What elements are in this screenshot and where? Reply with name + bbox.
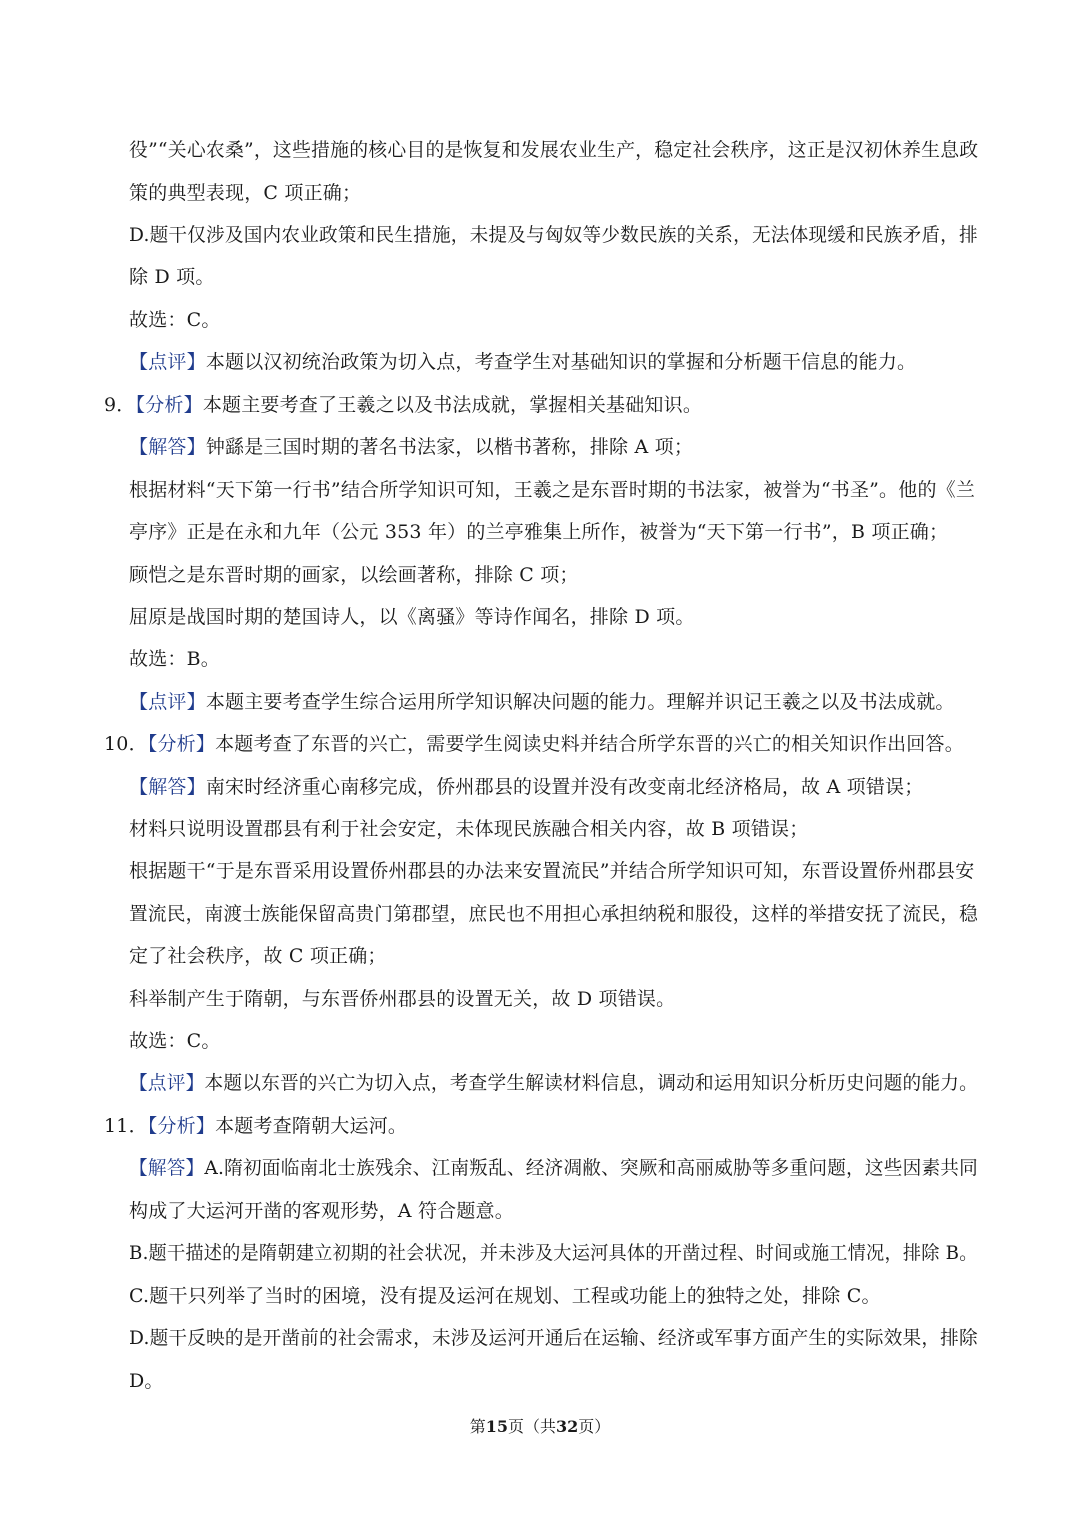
question-9-analysis: 9．【分析】本题主要考查了王羲之以及书法成就，掌握相关基础知识。: [104, 394, 703, 416]
text-line: 顾恺之是东晋时期的画家，以绘画著称，排除 C 项；: [129, 564, 579, 586]
solution-tag: 【解答】: [129, 1157, 205, 1179]
analysis-tag: 【分析】: [147, 733, 216, 755]
comment-line: 【点评】本题主要考查学生综合运用所学知识解决问题的能力。理解并识记王羲之以及书法成就。: [129, 691, 955, 713]
answer-line: 故选：B。: [129, 648, 220, 670]
text-line: 役”“关心农桑”，这些措施的核心目的是恢复和发展农业生产，稳定社会秩序，这正是汉初休养生息政: [129, 139, 979, 161]
question-number: 11．: [104, 1115, 148, 1137]
text-line: D.题干仅涉及国内农业政策和民生措施，未提及与匈奴等少数民族的关系，无法体现缓和民族矛盾，排: [129, 224, 978, 246]
question-number: 9．: [104, 394, 136, 416]
text-line: 亭序》正是在永和九年（公元 353 年）的兰亭雅集上所作，被誉为“天下第一行书”，B 项正确；: [129, 521, 949, 543]
question-10-analysis: 10．【分析】本题考查了东晋的兴亡，需要学生阅读史料并结合所学东晋的兴亡的相关知识作出回答。: [104, 733, 964, 755]
text-line: 置流民，南渡士族能保留高贵门第郡望，庶民也不用担心承担纳税和服役，这样的举措安抚了流民，稳: [129, 903, 978, 925]
total-page-count: 32: [556, 1417, 579, 1436]
text-line: 科举制产生于隋朝，与东晋侨州郡县的设置无关，故 D 项错误。: [129, 988, 676, 1010]
answer-line: 故选：C。: [129, 1030, 221, 1052]
page-footer: 第15页（共32页）: [469, 1417, 611, 1436]
text-line: 屈原是战国时期的楚国诗人，以《离骚》等诗作闻名，排除 D 项。: [129, 606, 695, 628]
analysis-tag: 【分析】: [147, 1115, 216, 1137]
solution-line: 【解答】A.隋初面临南北士族残余、江南叛乱、经济凋敝、突厥和高丽威胁等多重问题，这些因素共同: [129, 1157, 978, 1179]
text-line: 材料只说明设置郡县有利于社会安定，未体现民族融合相关内容，故 B 项错误；: [129, 818, 809, 840]
current-page-number: 15: [485, 1417, 508, 1436]
text-line: 除 D 项。: [129, 266, 215, 288]
solution-tag: 【解答】: [129, 436, 206, 458]
solution-line: 【解答】钟繇是三国时期的著名书法家，以楷书著称，排除 A 项；: [129, 436, 694, 458]
comment-tag: 【点评】: [129, 691, 206, 713]
text-line: C.题干只列举了当时的困境，没有提及运河在规划、工程或功能上的独特之处，排除 C。: [129, 1285, 881, 1307]
comment-line: 【点评】本题以东晋的兴亡为切入点，考查学生解读材料信息，调动和运用知识分析历史问题的能力。: [129, 1072, 978, 1094]
comment-tag: 【点评】: [129, 351, 206, 373]
text-line: 根据题干“于是东晋采用设置侨州郡县的办法来安置流民”并结合所学知识可知，东晋设置侨州郡县安: [129, 860, 975, 882]
text-line: 构成了大运河开凿的客观形势，A 符合题意。: [129, 1200, 514, 1222]
text-line: B.题干描述的是隋朝建立初期的社会状况，并未涉及大运河具体的开凿过程、时间或施工情况，排除 B。: [129, 1242, 978, 1264]
solution-line: 【解答】南宋时经济重心南移完成，侨州郡县的设置并没有改变南北经济格局，故 A 项错误；: [129, 776, 924, 798]
question-number: 10．: [104, 733, 148, 755]
answer-line: 故选：C。: [129, 309, 221, 331]
comment-tag: 【点评】: [129, 1072, 205, 1094]
solution-tag: 【解答】: [129, 776, 206, 798]
text-line: 策的典型表现，C 项正确；: [129, 182, 362, 204]
text-line: 定了社会秩序，故 C 项正确；: [129, 945, 387, 967]
question-11-analysis: 11．【分析】本题考查隋朝大运河。: [104, 1115, 408, 1137]
text-line: D.题干反映的是开凿前的社会需求，未涉及运河开通后在运输、经济或军事方面产生的实际效果，排除: [129, 1327, 978, 1349]
text-line: 根据材料“天下第一行书”结合所学知识可知，王羲之是东晋时期的书法家，被誉为“书圣”。他的《兰: [129, 479, 976, 501]
analysis-tag: 【分析】: [135, 394, 203, 416]
text-line: D。: [129, 1370, 164, 1392]
comment-line: 【点评】本题以汉初统治政策为切入点，考查学生对基础知识的掌握和分析题干信息的能力。: [129, 351, 917, 373]
